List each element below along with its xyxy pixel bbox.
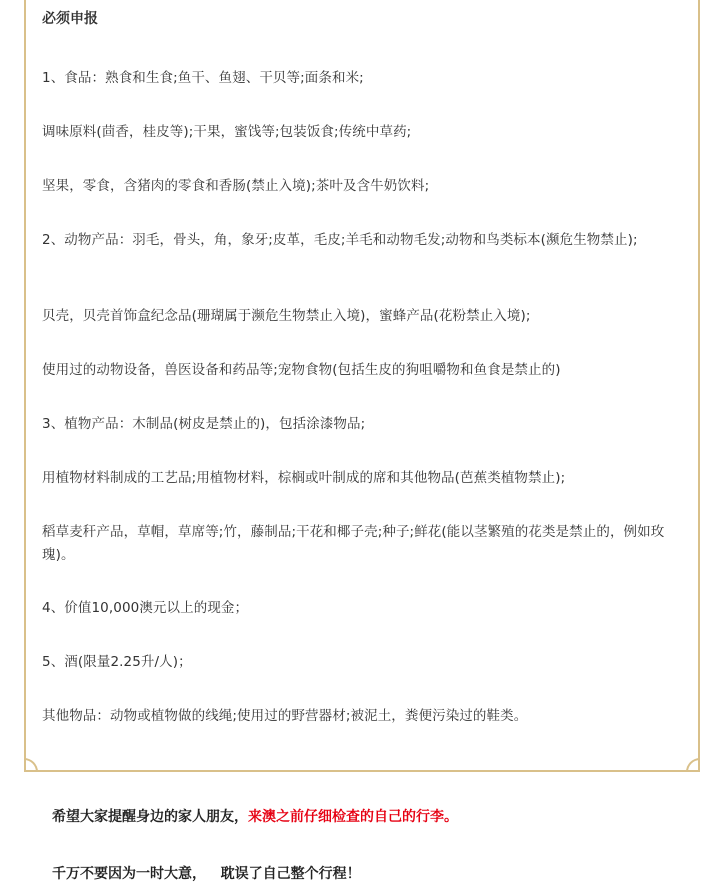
list-item: 坚果，零食，含猪肉的零食和香肠(禁止入境);茶叶及含牛奶饮料; (42, 178, 430, 194)
list-item: 2、动物产品：羽毛，骨头，角，象牙;皮革，毛皮;羊毛和动物毛发;动物和鸟类标本(濒危生物禁止); (42, 232, 638, 248)
list-item: 5、酒(限量2.25升/人)； (42, 654, 192, 670)
list-item: 使用过的动物设备，兽医设备和药品等;宠物食物(包括生皮的狗咀嚼物和鱼食是禁止的) (42, 362, 561, 378)
list-item: 4、价值10,000澳元以上的现金； (42, 600, 249, 616)
frame-corner-bottom-right (686, 758, 700, 772)
reminder-text (52, 806, 458, 826)
list-item: 稻草麦秆产品，草帽，草席等;竹，藤制品;干花和椰子壳;种子;鲜花(能以茎繁殖的花类是禁止的，例如玫瑰)。 (42, 524, 665, 563)
list-item: 用植物材料制成的工艺品;用植物材料，棕榈或叶制成的席和其他物品(芭蕉类植物禁止); (42, 470, 566, 486)
frame-corner-bottom-left (24, 758, 38, 772)
list-item: 贝壳，贝壳首饰盒纪念品(珊瑚属于濒危生物禁止入境)，蜜蜂产品(花粉禁止入境); (42, 308, 531, 324)
reminder-part1: 希望大家提醒身边的家人朋友， (52, 809, 248, 825)
warning-text: 千万不要因为一时大意， 耽误了自己整个行程！ (52, 866, 361, 882)
section-title: 必须申报 (42, 11, 98, 27)
reminder-highlight: 来澳之前仔细检查的自己的行李。 (248, 809, 458, 825)
list-item: 1、食品：熟食和生食;鱼干、鱼翅、干贝等;面条和米; (42, 70, 364, 86)
list-item: 其他物品：动物或植物做的线绳;使用过的野营器材;被泥土，粪便污染过的鞋类。 (42, 708, 528, 724)
list-item: 3、植物产品：木制品(树皮是禁止的)，包括涂漆物品; (42, 416, 366, 432)
list-item: 调味原料(茴香，桂皮等);干果，蜜饯等;包装饭食;传统中草药; (42, 124, 412, 140)
